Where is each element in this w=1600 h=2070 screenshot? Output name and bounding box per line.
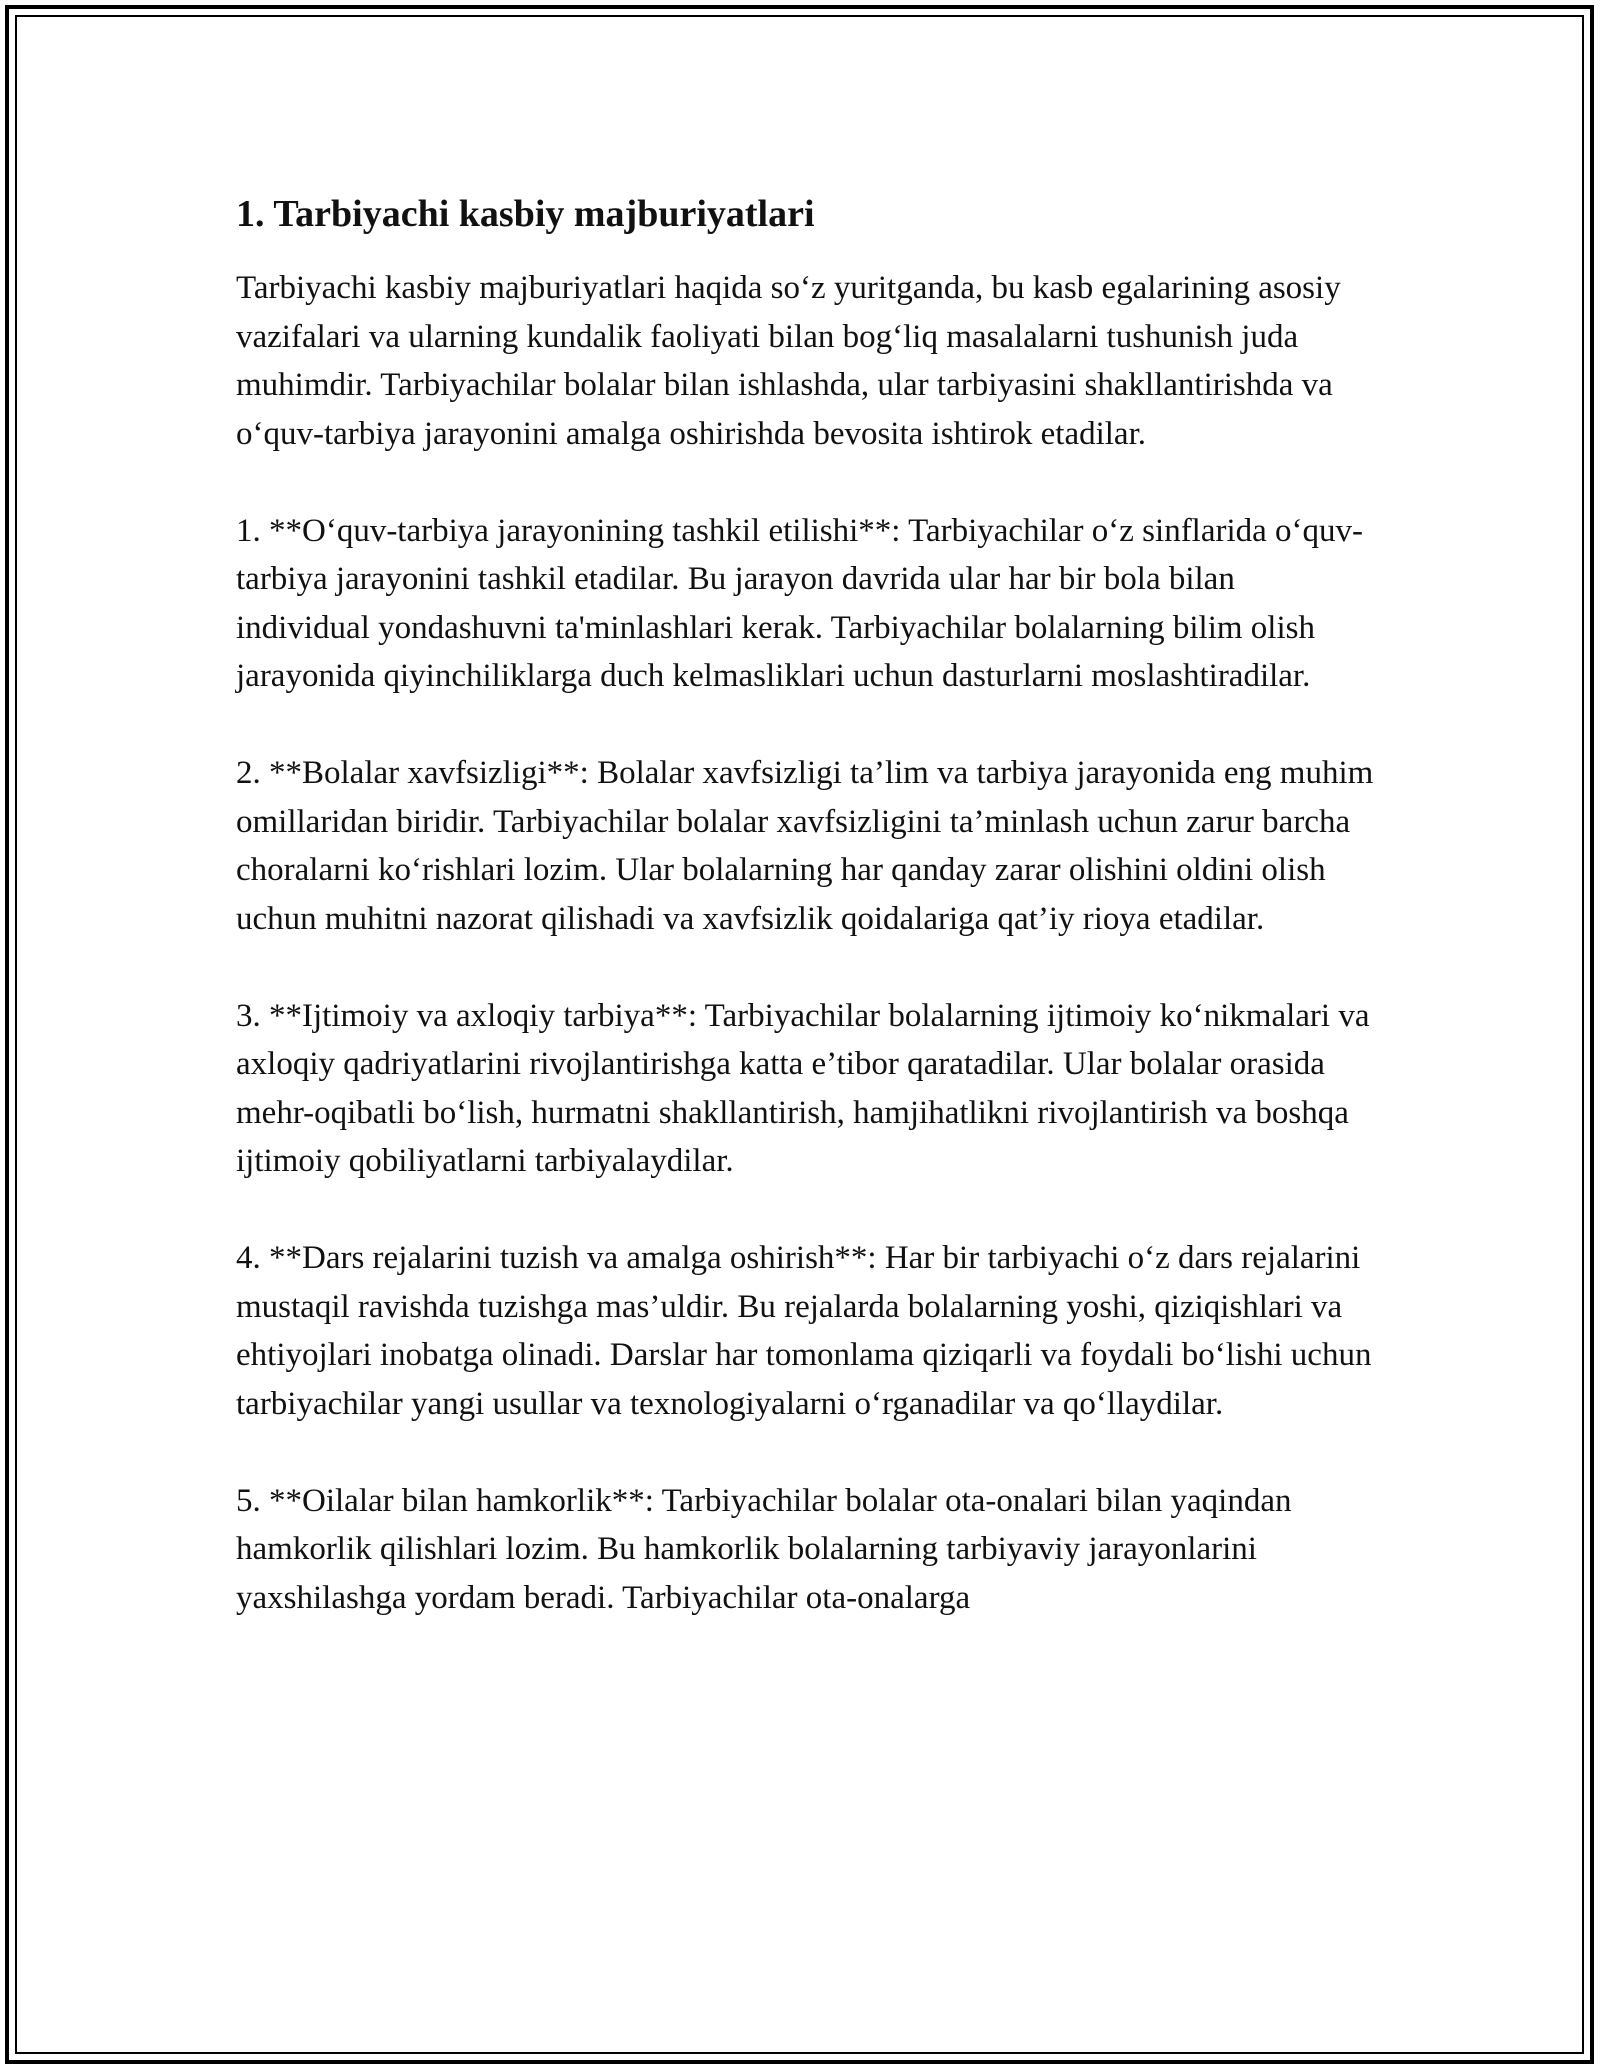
list-item-4-paragraph: 4. **Dars rejalarini tuzish va amalga oshirish**: Har bir tarbiyachi o‘z dars rejalarini mustaqil ravishda tuzishga mas’uldir. Bu rejalarda bolalarning yoshi, qiziqishlari va ehtiyojlari inobatga olinadi. Darslar har tomonlama qiziqarli va foydali bo‘lishi uchun tarbiyachilar yangi usullar va texnologiyalarni o‘rganadilar va qo‘llaydilar.: [236, 1240, 1372, 1422]
intro-paragraph: Tarbiyachi kasbiy majburiyatlari haqida so‘z yuritganda, bu kasb egalarining asosiy vazifalari va ularning kundalik faoliyati bilan bog‘liq masalalarni tushunish juda muhimdir. Tarbiyachilar bolalar bilan ishlashda, ular tarbiyasini shakllantirishda va o‘quv-tarbiya jarayonini amalga oshirishda bevosita ishtirok etadilar.: [236, 270, 1341, 452]
list-item-1-paragraph: 1. **O‘quv-tarbiya jarayonining tashkil etilishi**: Tarbiyachilar o‘z sinflarida o‘quv-tarbiya jarayonini tashkil etadilar. Bu jarayon davrida ular har bir bola bilan individual yondashuvni ta'minlashlari kerak. Tarbiyachilar bolalarning bilim olish jarayonida qiyinchiliklarga duch kelmasliklari uchun dasturlarni moslashtiradilar.: [236, 512, 1364, 694]
section-heading: 1. Tarbiyachi kasbiy majburiyatlari: [236, 193, 815, 235]
list-item-3-paragraph: 3. **Ijtimoiy va axloqiy tarbiya**: Tarbiyachilar bolalarning ijtimoiy ko‘nikmalari va axloqiy qadriyatlarini rivojlantirishga katta e’tibor qaratadilar. Ular bolalar orasida mehr-oqibatli bo‘lish, hurmatni shakllantirish, hamjihatlikni rivojlantirish va boshqa ijtimoiy qobiliyatlarni tarbiyalaydilar.: [236, 997, 1370, 1179]
document-body: [236, 186, 1376, 1671]
list-item-2-paragraph: 2. **Bolalar xavfsizligi**: Bolalar xavfsizligi ta’lim va tarbiya jarayonida eng muhim omillaridan biridir. Tarbiyachilar bolalar xavfsizligini ta’minlash uchun zarur barcha choralarni ko‘rishlari lozim. Ular bolalarning har qanday zarar olishini oldini olish uchun muhitni nazorat qilishadi va xavfsizlik qoidalariga qat’iy rioya etadilar.: [236, 755, 1374, 937]
list-item-5-paragraph: 5. **Oilalar bilan hamkorlik**: Tarbiyachilar bolalar ota-onalari bilan yaqindan hamkorlik qilishlari lozim. Bu hamkorlik bolalarning tarbiyaviy jarayonlarini yaxshilashga yordam beradi. Tarbiyachilar ota-onalarga: [236, 1482, 1292, 1616]
